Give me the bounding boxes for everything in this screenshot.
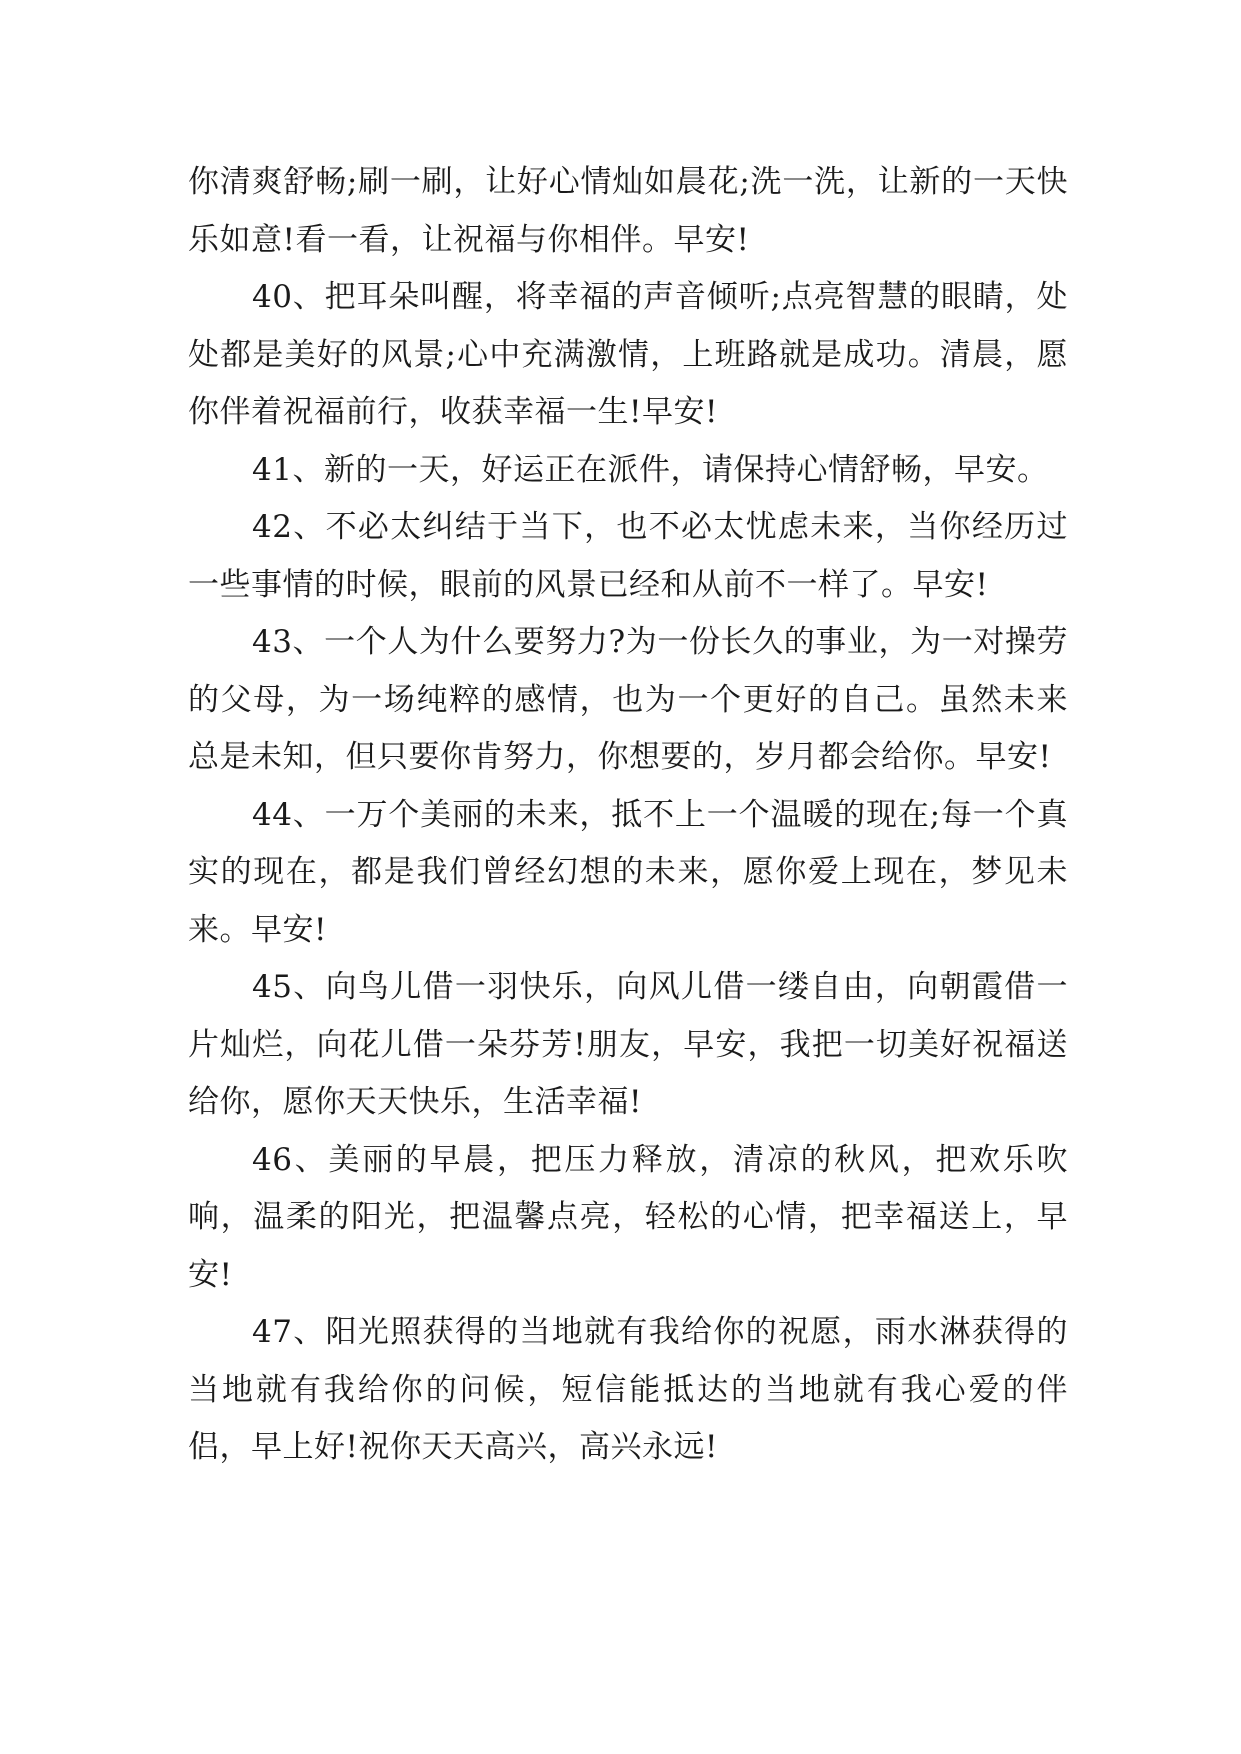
paragraph-42: 42、不必太纠结于当下，也不必太忧虑未来，当你经历过一些事情的时候，眼前的风景已经和从前不一样了。早安! bbox=[188, 509, 1068, 603]
paragraph-43: 43、一个人为什么要努力?为一份长久的事业，为一对操劳的父母，为一场纯粹的感情，也为一个更好的自己。虽然未来总是未知，但只要你肯努力，你想要的，岁月都会给你。早安! bbox=[188, 624, 1068, 775]
paragraph-45: 45、向鸟儿借一羽快乐，向风儿借一缕自由，向朝霞借一片灿烂，向花儿借一朵芬芳!朋友，早安，我把一切美好祝福送给你，愿你天天快乐，生活幸福! bbox=[188, 969, 1068, 1120]
paragraph-39-continued: 你清爽舒畅;刷一刷，让好心情灿如晨花;洗一洗，让新的一天快乐如意!看一看，让祝福与你相伴。早安! bbox=[188, 164, 1068, 258]
paragraph-40: 40、把耳朵叫醒，将幸福的声音倾听;点亮智慧的眼睛，处处都是美好的风景;心中充满激情，上班路就是成功。清晨，愿你伴着祝福前行，收获幸福一生!早安! bbox=[188, 279, 1068, 430]
paragraph-41: 41、新的一天，好运正在派件，请保持心情舒畅，早安。 bbox=[252, 451, 1049, 488]
paragraph-44: 44、一万个美丽的未来，抵不上一个温暖的现在;每一个真实的现在，都是我们曾经幻想的未来，愿你爱上现在，梦见未来。早安! bbox=[188, 796, 1068, 948]
paragraph-47: 47、阳光照获得的当地就有我给你的祝愿，雨水淋获得的当地就有我给你的问候，短信能抵达的当地就有我心爱的伴侣，早上好!祝你天天高兴，高兴永远! bbox=[188, 1314, 1068, 1465]
paragraph-46: 46、美丽的早晨，把压力释放，清凉的秋风，把欢乐吹响，温柔的阳光，把温馨点亮，轻松的心情，把幸福送上，早安! bbox=[188, 1141, 1068, 1293]
document-body bbox=[188, 154, 1068, 1477]
